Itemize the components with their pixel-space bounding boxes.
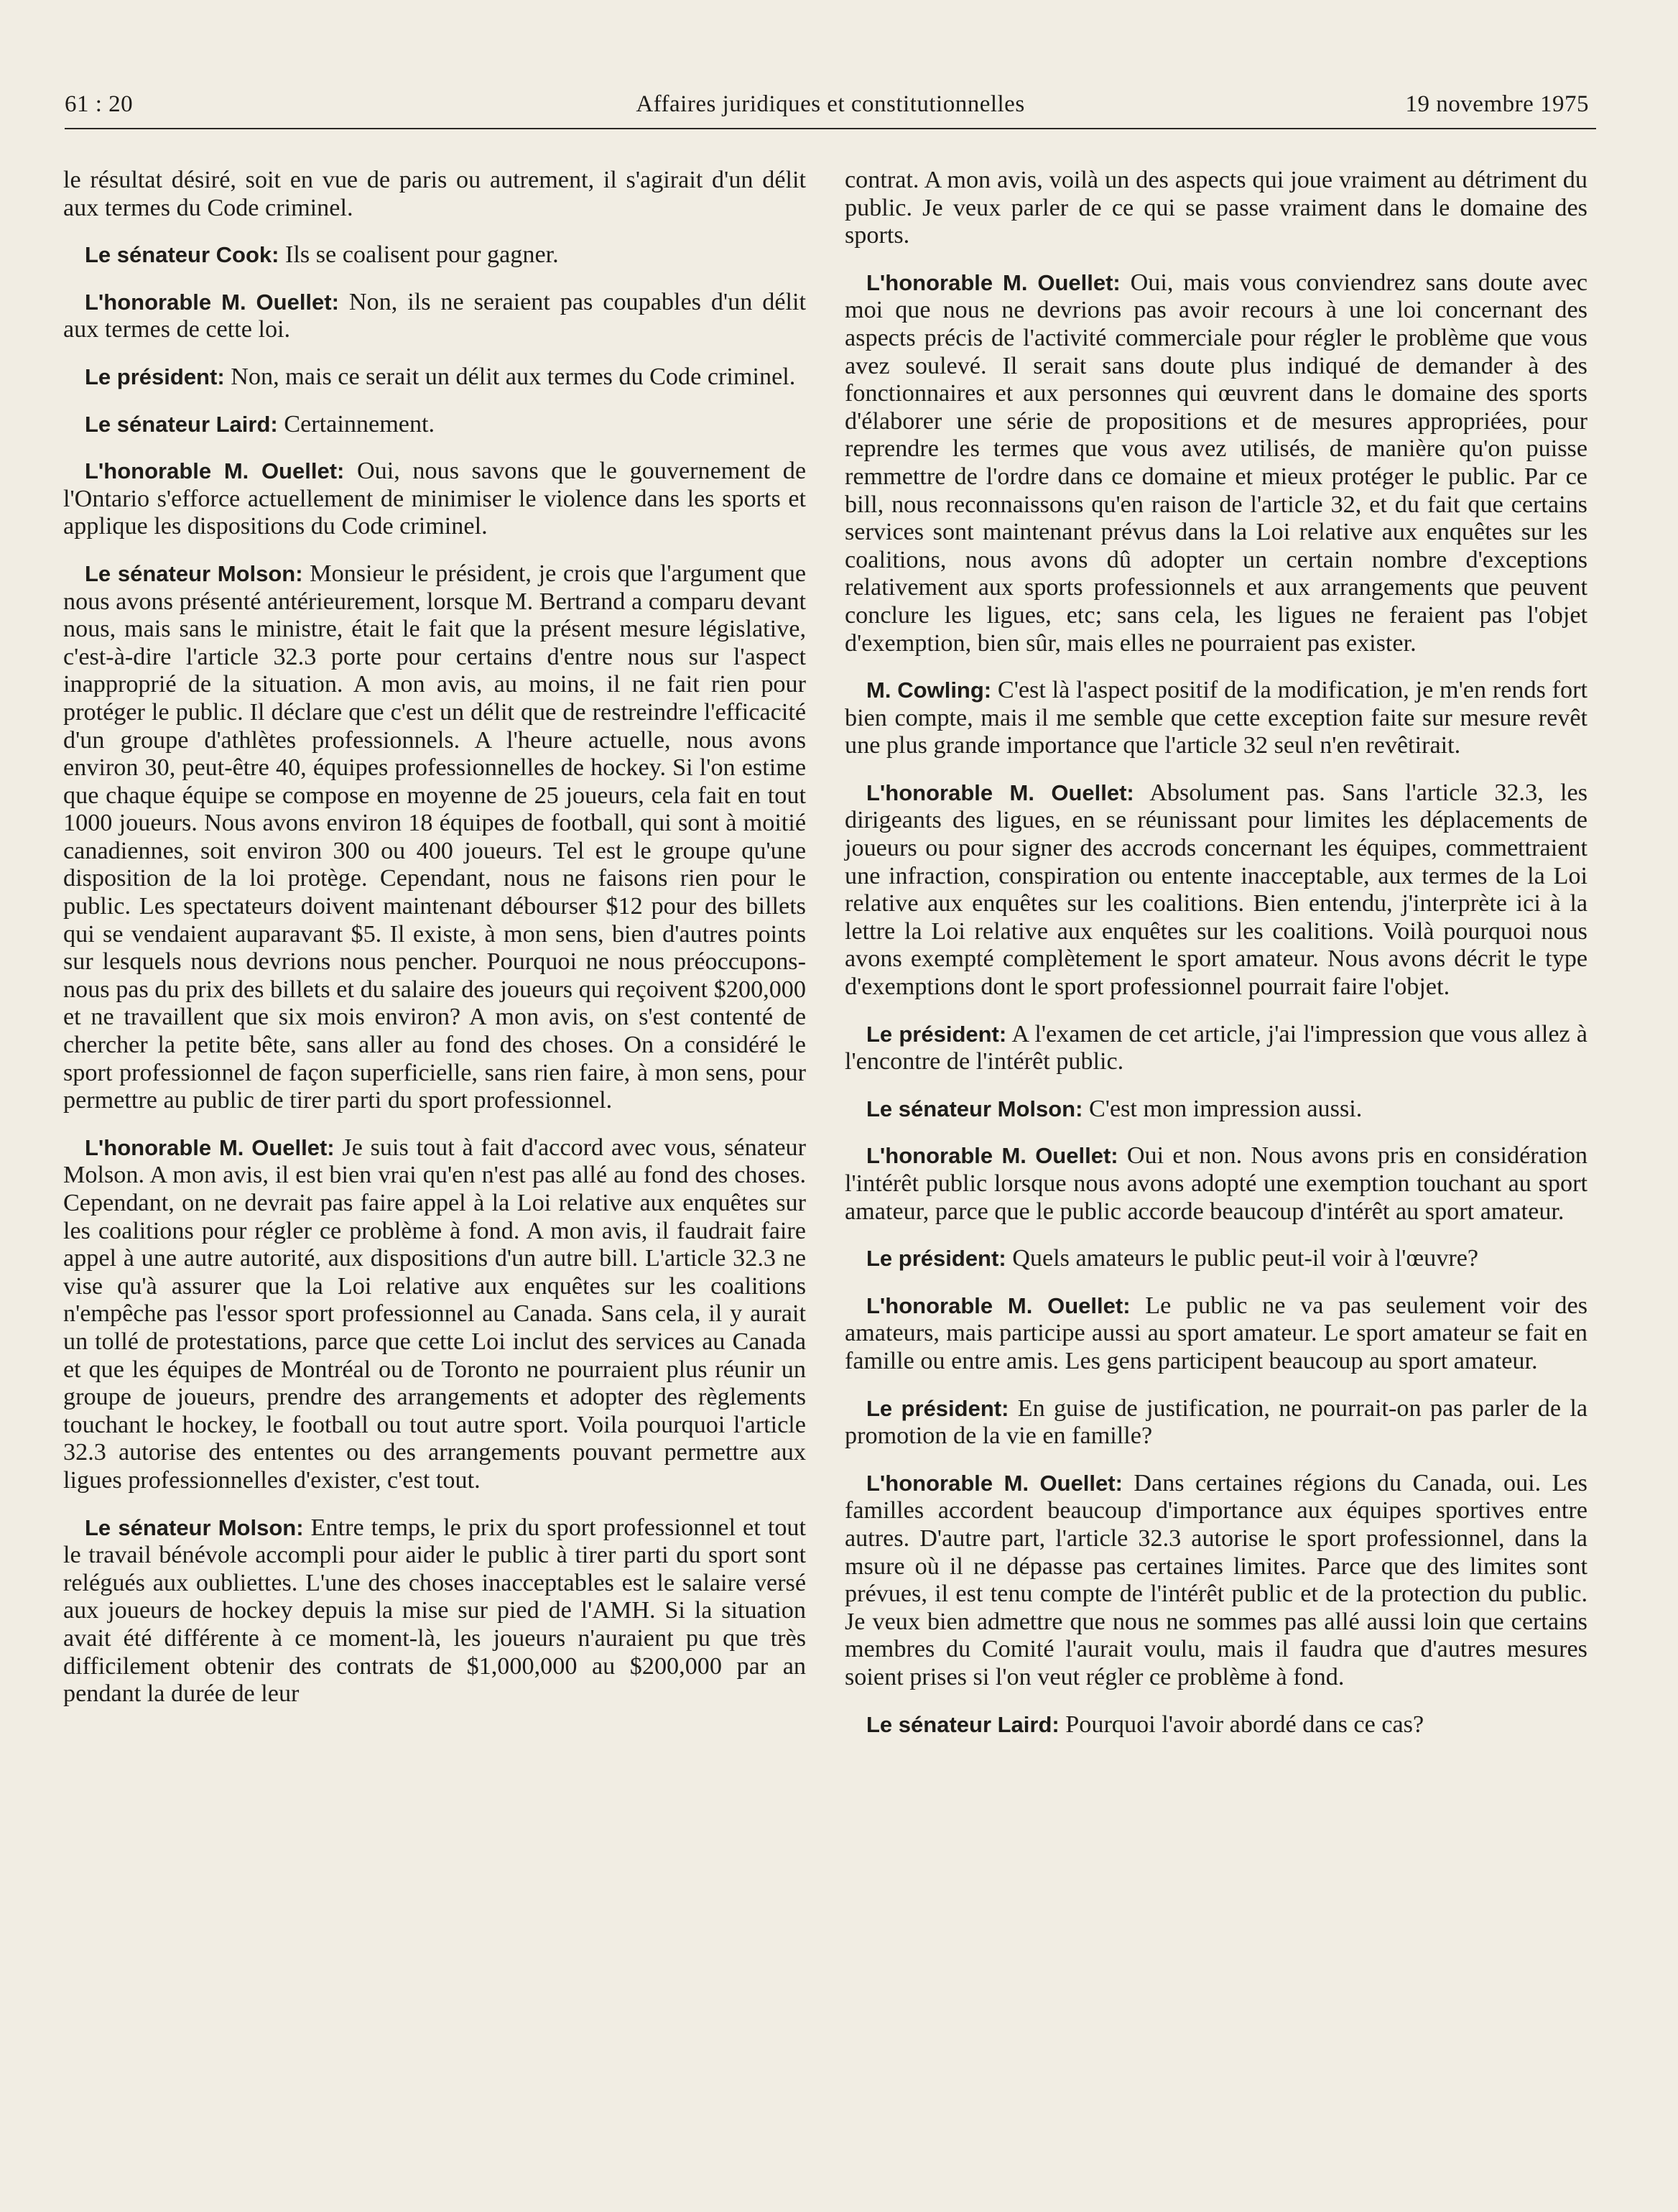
speaker-name: L'honorable M. Ouellet: <box>85 458 345 484</box>
speaker-name: L'honorable M. Ouellet: <box>866 779 1134 805</box>
paragraph <box>63 241 806 269</box>
speaker-name: Le président: <box>85 364 225 389</box>
speaker-name: Le sénateur Laird: <box>85 411 278 437</box>
paragraph-text: Je suis tout à fait d'accord avec vous, sénateur Molson. A mon avis, il est bien vrai qu'en n'est pas allé au fond des choses. Cependant, on ne devrait pas faire appel à la Loi relative aux enquêtes sur les coalitions pour régler ce problème à fond. A mon avis, il faudrait faire appel à une autre autorité, aux dispositions d'un autre bill. L'article 32.3 ne vise qu'à assurer que la Loi relative aux enquêtes sur les coalitions n'empêche pas l'essor sport professionnel au Canada. Sans cela, il y aurait un tollé de protestations, parce que cette Loi inclut des services au Canada et que les équipes de Montréal ou de Toronto ne pourraient plus réunir un groupe de joueurs, prendre des arrangements et adopter des règlements touchant le hockey, le football ou tout autre sport. Voila pourquoi l'article 32.3 autorise des ententes ou des arrangements pouvant permettre aux ligues professionnelles d'exister, c'est tout. <box>63 1134 806 1494</box>
paragraph <box>845 269 1587 657</box>
speaker-name: L'honorable M. Ouellet: <box>85 1134 335 1160</box>
paragraph-text: C'est là l'aspect positif de la modification, je m'en rends fort bien compte, mais il me semble que cette exception faite sur mesure revêt une plus grande importance que l'article 32 seul n'en revêtirait. <box>845 677 1588 759</box>
paragraph <box>63 289 806 344</box>
speaker-name: L'honorable M. Ouellet: <box>866 1470 1123 1496</box>
paragraph-text: A l'examen de cet article, j'ai l'impression que vous allez à l'encontre de l'intérêt public. <box>845 1020 1587 1075</box>
publication-date: 19 novembre 1975 <box>1405 91 1589 117</box>
page-header <box>65 78 1596 129</box>
paragraph <box>63 364 806 392</box>
paragraph-text: Oui et non. Nous avons pris en considération l'intérêt public lorsque nous avons adopté une exemption touchant au sport amateur, parce que le public accorde beaucoup d'intérêt au sport amateur. <box>845 1142 1588 1225</box>
paragraph-text: Quels amateurs le public peut-il voir à l'œuvre? <box>1012 1245 1479 1272</box>
paragraph-text: le résultat désiré, soit en vue de paris ou autrement, il s'agirait d'un délit aux termes du Code criminel. <box>63 167 806 221</box>
speaker-name: M. Cowling: <box>866 677 992 703</box>
speaker-name: Le sénateur Laird: <box>866 1711 1060 1737</box>
speaker-name: Le sénateur Cook: <box>85 242 279 268</box>
paragraph-text: Non, mais ce serait un délit aux termes du Code criminel. <box>231 363 796 390</box>
paragraph <box>63 560 806 1115</box>
paragraph-text: Le public ne va pas seulement voir des amateurs, mais participe aussi au sport amateur. Le sport amateur se fait en famille ou entre amis. Les gens participent beaucoup au sport amateur. <box>845 1292 1587 1374</box>
speaker-name: Le sénateur Molson: <box>866 1096 1083 1121</box>
speaker-name: Le sénateur Molson: <box>85 1514 304 1540</box>
paragraph-text: contrat. A mon avis, voilà un des aspects qui joue vraiment au détriment du public. Je veux parler de ce qui se passe vraiment dans le domaine des sports. <box>845 167 1587 249</box>
paragraph-text: Dans certaines régions du Canada, oui. Les familles accordent beaucoup d'importance aux équipes sportives entre autres. D'autre part, l'article 32.3 autorise le sport professionnel, dans la msure où il ne dépasse pas certaines limites. Parce que des limites sont prévues, il est tenu compte de l'intérêt public et de la protection du public. Je veux bien admettre que nous ne sommes pas allé aussi loin que certains membres du Comité l'aurait voulu, mais il faudra que d'autres mesures soient prises si l'on veut régler ce problème à fond. <box>845 1469 1587 1690</box>
paragraph-text: En guise de justification, ne pourrait-on pas parler de la promotion de la vie en famille? <box>845 1394 1587 1450</box>
left-column <box>63 167 806 1728</box>
paragraph <box>63 458 806 541</box>
paragraph <box>63 1514 806 1708</box>
paragraph <box>845 1245 1587 1273</box>
paragraph-text: Entre temps, le prix du sport professionnel et tout le travail bénévole accompli pour aider le public à tirer parti du sport sont relégués aux oubliettes. L'une des choses inacceptables est le salaire versé aux joueurs de hockey depuis la mise sur pied de l'AMH. Si la situation avait été différente à ce moment-là, les joueurs n'auraient pu que très difficilement obtenir des contrats de $1,000,000 au $200,000 par an pendant la durée de leur <box>63 1514 806 1708</box>
paragraph <box>845 779 1587 1001</box>
speaker-name: L'honorable M. Ouellet: <box>85 289 339 315</box>
paragraph-text: C'est mon impression aussi. <box>1088 1095 1363 1122</box>
paragraph <box>845 1292 1587 1376</box>
speaker-name: Le sénateur Molson: <box>85 560 303 586</box>
paragraph <box>845 677 1587 760</box>
paragraph-text: Absolument pas. Sans l'article 32.3, les dirigeants des ligues, en se réunissant pour limites les déplacements de joueurs ou pour signer des accrods concernant les équipes, commettraient une infraction, conspiration ou entente inacceptable, aux termes de la Loi relative aux enquêtes sur les coalitions. Bien entendu, j'interprète ici à la lettre la Loi relative aux enquêtes sur les coalitions. Voilà pourquoi nous avons exempté complètement le sport amateur. Nous avons décrit le type d'exemptions dont le sport professionnel pourrait faire l'objet. <box>845 779 1587 1001</box>
paragraph <box>63 411 806 439</box>
paragraph <box>845 1470 1587 1692</box>
paragraph-text: Oui, nous savons que le gouvernement de l'Ontario s'efforce actuellement de minimiser le violence dans les sports et applique les dispositions du Code criminel. <box>63 458 807 540</box>
paragraph-text: Ils se coalisent pour gagner. <box>285 241 559 269</box>
speaker-name: L'honorable M. Ouellet: <box>866 269 1121 295</box>
paragraph-text: Certainnement. <box>284 410 435 438</box>
speaker-name: L'honorable M. Ouellet: <box>866 1292 1131 1318</box>
paragraph-text: Oui, mais vous conviendrez sans doute avec moi que nous ne devrions pas avoir recours à une loi concernant des aspects précis de l'activité commerciale pour régler le problème que vous avez soulevé. Il serait sans doute plus indiqué de demander à des fonctionnaires et aux personnes qui œuvrent dans le domaine des sports d'élaborer une série de propositions et de mesures appropriées, pour reprendre les termes que vous avez utilisés, de manière qu'on puisse remmettre de l'ordre dans ce domaine et mieux protéger le public. Par ce bill, nous reconnaissons qu'en raison de l'article 32, et du fait que certains services sont maintenant prévus dans la Loi relative aux enquêtes sur les coalitions, nous avons dû adopter un certain nombre d'exceptions relativement aux sports professionnels et aux arrangements que peuvent conclure les ligues, etc; sans cela, les ligues ne feraient pas l'objet d'exemption, bien sûr, mais elles ne pourraient pas exister. <box>845 269 1587 657</box>
paragraph-text: Non, ils ne seraient pas coupables d'un délit aux termes de cette loi. <box>63 288 806 343</box>
paragraph-text: Monsieur le président, je crois que l'argument que nous avons présenté antérieurement, lorsque M. Bertrand a comparu devant nous, mais sans le ministre, était le fait que la présent mesure législative, c'est-à-dire l'article 32.3 porte pour certains d'entre nous sur l'aspect inapproprié de la situation. A mon avis, au moins, il ne fait rien pour protéger le public. Il déclare que c'est un délit que de restreindre l'efficacité d'un groupe d'athlètes professionnels. A l'heure actuelle, nous avons environ 30, peut-être 40, équipes professionnelles de hockey. Si l'on estime que chaque équipe se compose en moyenne de 25 joueurs, cela fait en tout 1000 joueurs. Nous avons environ 18 équipes de football, qui sont à moitié canadiennes, soit environ 300 ou 400 joueurs. Tel est le groupe qu'une disposition de la loi protège. Cependant, nous ne faisons rien pour le public. Les spectateurs doivent maintenant débourser $12 pour des billets qui se vendaient auparavant $5. Il existe, à mon sens, bien d'autres points sur lesquels nous devrions nous pencher. Pourquoi ne nous préoccupons-nous pas du prix des billets et du salaire des joueurs qui reçoivent $200,000 et ne travaillent que six mois environ? A mon avis, on s'est contenté de chercher la petite bête, sans aller au fond des choses. On a considéré le sport professionnel de façon superficielle, sans rien faire, à mon sens, pour permettre au public de tirer parti du sport professionnel. <box>63 560 806 1114</box>
speaker-name: L'honorable M. Ouellet: <box>866 1143 1118 1169</box>
speaker-name: Le président: <box>866 1395 1009 1421</box>
speaker-name: Le président: <box>866 1246 1006 1272</box>
paragraph <box>845 1711 1587 1739</box>
publication-title: Affaires juridiques et constitutionnelles <box>636 91 1025 117</box>
paragraph <box>845 1096 1587 1124</box>
speaker-name: Le président: <box>866 1021 1007 1047</box>
right-column <box>845 167 1587 1758</box>
paragraph <box>63 1134 806 1495</box>
paragraph <box>63 167 806 222</box>
paragraph-text: Pourquoi l'avoir abordé dans ce cas? <box>1065 1711 1424 1738</box>
paragraph <box>845 1142 1587 1226</box>
page-number: 61 : 20 <box>65 91 134 117</box>
paragraph <box>845 167 1587 250</box>
paragraph <box>845 1021 1587 1076</box>
paragraph <box>845 1395 1587 1450</box>
